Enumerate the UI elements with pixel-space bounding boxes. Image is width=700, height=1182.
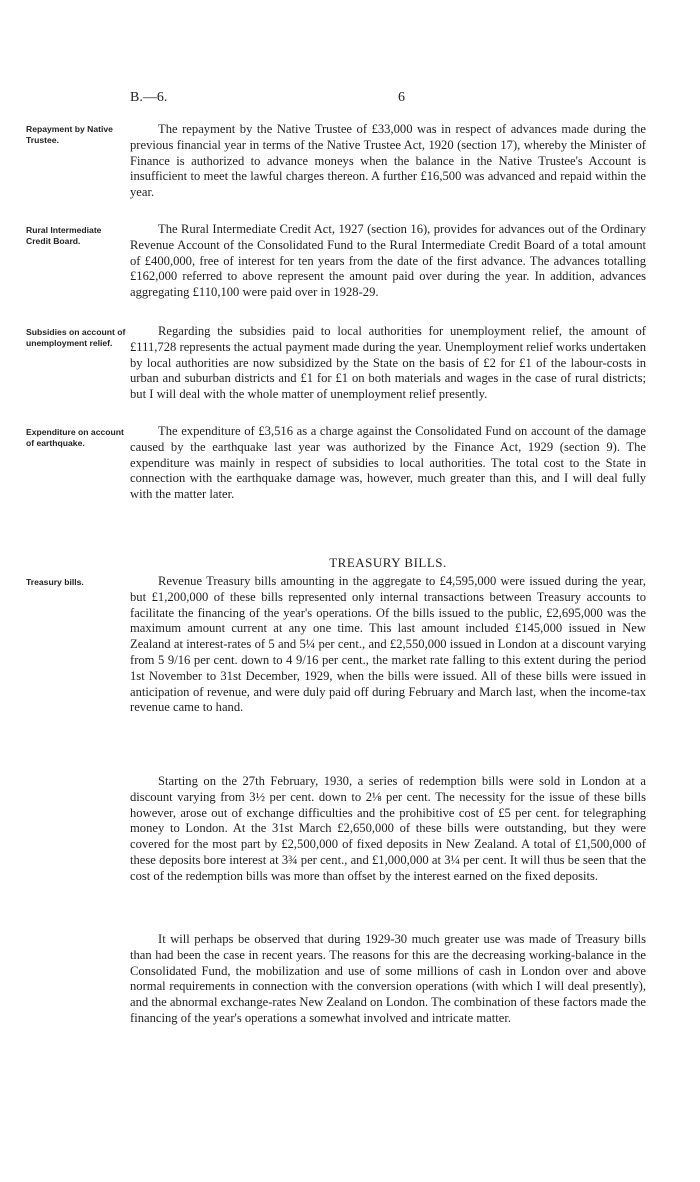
heading-treasury-bills: TREASURY BILLS. (329, 555, 447, 570)
page-header (0, 90, 700, 110)
margin-note-unemployment-relief: Subsidies on account of unemployment relief. (26, 327, 126, 348)
paragraph-treasury-bills-1: Revenue Treasury bills amounting in the aggregate to £4,595,000 were issued during the year, but £1,200,000 of these bills represented only internal transactions between Treasury accounts to facilitate the financing of the year's operations. Of the bills issued to the public, £2,695,000 was the maximum amount current at any one time. This last amount included £145,000 issued in New Zealand at interest-rates of 5 and 5¼ per cent., and £2,550,000 issued in London at a discount varying from 5 9/16 per cent. down to 4 9/16 per cent., the market rate falling to this extent during the period 1st November to 31st December, 1929, when the bills were issued. All of these bills were issued in anticipation of revenue, and were duly paid off during February and March last, when the income-tax revenue came to hand. (130, 574, 646, 715)
margin-note-native-trustee: Repayment by Native Trustee. (26, 124, 113, 145)
margin-note-earthquake: Expenditure on account of earthquake. (26, 427, 124, 448)
document-reference: B.—6. (130, 90, 168, 105)
paragraph-rural-credit: The Rural Intermediate Credit Act, 1927 (section 16), provides for advances out of the Ordinary Revenue Account of the Consolidated Fund to the Rural Intermediate Credit Board of a total amount of £400,000, free of interest for ten years from the date of the first advance. The advances totalling £162,000 referred to above represent the amount paid over during the year. In addition, advances aggregating £110,100 were paid over in 1928-29. (130, 222, 646, 300)
paragraph-native-trustee: The repayment by the Native Trustee of £33,000 was in respect of advances made during the previous financial year in terms of the Native Trustee Act, 1920 (section 17), whereby the Minister of Finance is authorized to advance moneys when the balance in the Native Trustee's Account is insufficient to meet the lawful charges thereon. A further £16,500 was advanced and repaid within the year. (130, 122, 646, 200)
page-number: 6 (398, 90, 405, 105)
margin-note-treasury-bills: Treasury bills. (26, 577, 84, 587)
paragraph-earthquake: The expenditure of £3,516 as a charge against the Consolidated Fund on account of the damage caused by the earthquake last year was authorized by the Finance Act, 1929 (section 9). The expenditure was mainly in respect of subsidies to local authorities. The total cost to the State in connection with the earthquake damage was, however, much greater than this, and I will deal fully with the matter later. (130, 424, 646, 502)
paragraph-unemployment-relief: Regarding the subsidies paid to local authorities for unemployment relief, the amount of £111,728 represents the actual payment made during the year. Unemployment relief works undertaken by local authorities are now subsidized by the State on the basis of £2 for £1 of the labour-costs in urban and suburban districts and £1 for £1 on both materials and wages in the case of rural districts; but I will deal with the whole matter of unemployment relief presently. (130, 324, 646, 402)
margin-note-rural-credit: Rural Intermediate Credit Board. (26, 225, 102, 246)
paragraph-treasury-bills-3: It will perhaps be observed that during 1929-30 much greater use was made of Treasury bills than had been the case in recent years. The reasons for this are the decreasing working-balance in the Consolidated Fund, the mobilization and use of some millions of cash in London over and above normal requirements in connection with the conversion operations (with which I will deal presently), and the abnormal exchange-rates New Zealand on London. The combination of these factors made the financing of the year's operations a somewhat involved and intricate matter. (130, 932, 646, 1025)
paragraph-treasury-bills-2: Starting on the 27th February, 1930, a series of redemption bills were sold in London at a discount varying from 3½ per cent. down to 2⅛ per cent. The necessity for the issue of these bills however, arose out of exchange difficulties and the prohibitive cost of £5 per cent. for telegraphing money to London. At the 31st March £2,650,000 of these bills were outstanding, but they were covered for the most part by £2,500,000 of fixed deposits in New Zealand. A total of £1,500,000 of these deposits bore interest at 3¾ per cent., and £1,000,000 at 3¼ per cent. It will thus be seen that the cost of the redemption bills was more than offset by the interest earned on the fixed deposits. (130, 774, 646, 883)
